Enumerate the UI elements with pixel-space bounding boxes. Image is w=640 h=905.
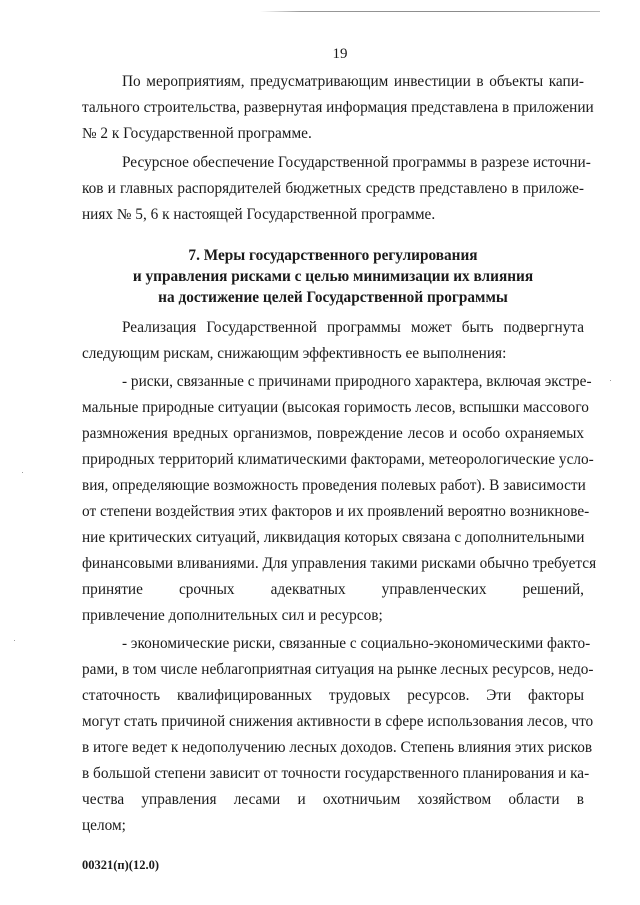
- paragraph-line: вия, определяющие возможность проведения полевых работ). В зависимости: [82, 477, 586, 494]
- page-number: 19: [332, 46, 348, 62]
- paragraph-line: от степени воздействия этих факторов и их проявлений вероятно возникнове-: [82, 503, 590, 520]
- paragraph-line: По мероприятиям, предусматривающим инвестиции в объекты капи-: [122, 73, 584, 90]
- paragraph-line: рами, в том числе неблагоприятная ситуация на рынке лесных ресурсов, недо-: [82, 661, 594, 678]
- paragraph-line: могут стать причиной снижения активности в сфере использования лесов, что: [82, 713, 594, 730]
- paragraph-line: ков и главных распорядителей бюджетных средств представлено в приложе-: [82, 180, 584, 197]
- paragraph-line: - экономические риски, связанные с социально-экономическими факто-: [122, 635, 591, 652]
- paragraph-line: размножения вредных организмов, повреждение лесов и особо охраняемых: [82, 425, 584, 442]
- paragraph-line: следующим рискам, снижающим эффективность ее выполнения:: [82, 345, 507, 362]
- scan-artifact-line: [260, 11, 600, 12]
- scan-speck: [610, 380, 611, 381]
- paragraph-line: ние критических ситуаций, ликвидация которых связана с дополнительными: [82, 529, 585, 546]
- paragraph-line: ниях № 5, 6 к настоящей Государственной программе.: [82, 206, 436, 223]
- paragraph-line: № 2 к Государственной программе.: [82, 125, 312, 142]
- paragraph-line: привлечение дополнительных сил и ресурсов;: [82, 607, 383, 624]
- paragraph-line: принятие срочных адекватных управленческих решений,: [82, 581, 584, 598]
- paragraph-line: целом;: [82, 817, 126, 834]
- paragraph-line: природных территорий климатическими факторами, метеорологические усло-: [82, 451, 594, 468]
- paragraph-line: Реализация Государственной программы может быть подвергнута: [122, 319, 584, 336]
- section-heading-line: 7. Меры государственного регулирования: [188, 247, 478, 264]
- paragraph-line: финансовыми вливаниями. Для управления такими рисками обычно требуется: [82, 555, 597, 572]
- paragraph-line: мальные природные ситуации (высокая горимость лесов, вспышки массового: [82, 399, 589, 416]
- scan-speck: [22, 472, 23, 473]
- paragraph-line: - риски, связанные с причинами природного характера, включая экстре-: [122, 373, 592, 390]
- paragraph-line: Ресурсное обеспечение Государственной программы в разрезе источни-: [122, 154, 591, 171]
- paragraph-line: статочность квалифицированных трудовых ресурсов. Эти факторы: [82, 687, 584, 704]
- paragraph-line: в итоге ведет к недополучению лесных доходов. Степень влияния этих рисков: [82, 739, 593, 756]
- section-heading-line: на достижение целей Государственной программы: [158, 289, 508, 306]
- scan-speck: [14, 640, 15, 641]
- section-heading-line: и управления рисками с целью минимизации их влияния: [132, 268, 534, 285]
- footer-document-code: 00321(п)(12.0): [82, 858, 159, 872]
- paragraph-line: тального строительства, развернутая информация представлена в приложении: [82, 99, 594, 116]
- paragraph-line: чества управления лесами и охотничьим хозяйством области в: [82, 791, 584, 808]
- paragraph-line: в большой степени зависит от точности государственного планирования и ка-: [82, 765, 590, 782]
